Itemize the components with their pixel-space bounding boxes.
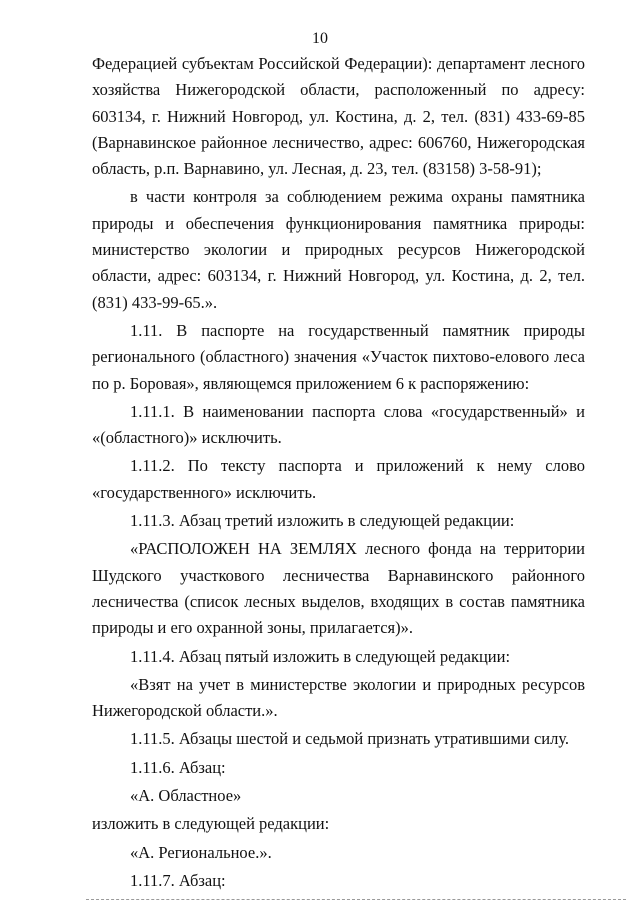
paragraph-1-11: 1.11. В паспорте на государственный памятник природы регионального (областного) значения «Участок пихтово-елового леса по р. Боровая», являющемся приложением 6 к распоряжению: (92, 320, 585, 393)
paragraph-quote-location: «РАСПОЛОЖЕН НА ЗЕМЛЯХ лесного фонда на территории Шудского участкового лесничества Варнавинского районного лесничества (список лесных выделов, входящих в состав памятника природы и его охранной зоны, прилагается)». (92, 539, 585, 638)
paragraph-control-ministry: в части контроля за соблюдением режима охраны памятника природы и обеспечения функционирования памятника природы: министерство экологии и природных ресурсов Нижегородской области, адрес: 603134, г. Нижний Новгород, ул. Костина, д. 2, тел. (831) 433-99-65.». (92, 187, 585, 312)
paragraph-1-11-4: 1.11.4. Абзац пятый изложить в следующей редакции: (130, 646, 511, 666)
paragraph-1-11-1: 1.11.1. В наименовании паспорта слова «государственный» и «(областного)» исключить. (92, 401, 585, 448)
paragraph-quote-regional-old: «А. Областное» (130, 786, 242, 806)
paragraph-1-11-5: 1.11.5. Абзацы шестой и седьмой признать утратившими силу. (130, 729, 570, 749)
paragraph-restate: изложить в следующей редакции: (92, 814, 330, 834)
page-number: 10 (312, 30, 328, 47)
page-bottom-edge (86, 899, 626, 900)
paragraph-1-11-2: 1.11.2. По тексту паспорта и приложений к нему слово «государственного» исключить. (92, 456, 585, 502)
paragraph-address-continuation: Федерацией субъектам Российской Федерации): департамент лесного хозяйства Нижегородской области, расположенный по адресу: 603134, г. Нижний Новгород, ул. Костина, д. 2, тел. (831) 433-69-85 (Варнавинское районное лесничество, адрес: 606760, Нижегородская область, р.п. Варнавино, ул. Лесная, д. 23, тел. (83158) 3-58-91); (92, 54, 585, 179)
paragraph-quote-regional-new: «А. Региональное.». (130, 842, 272, 862)
paragraph-1-11-7: 1.11.7. Абзац: (130, 870, 226, 890)
paragraph-quote-registered: «Взят на учет в министерстве экологии и природных ресурсов Нижегородской области.». (92, 674, 585, 721)
document-body (92, 51, 585, 894)
paragraph-1-11-3: 1.11.3. Абзац третий изложить в следующей редакции: (130, 511, 515, 531)
paragraph-1-11-6: 1.11.6. Абзац: (130, 757, 226, 777)
